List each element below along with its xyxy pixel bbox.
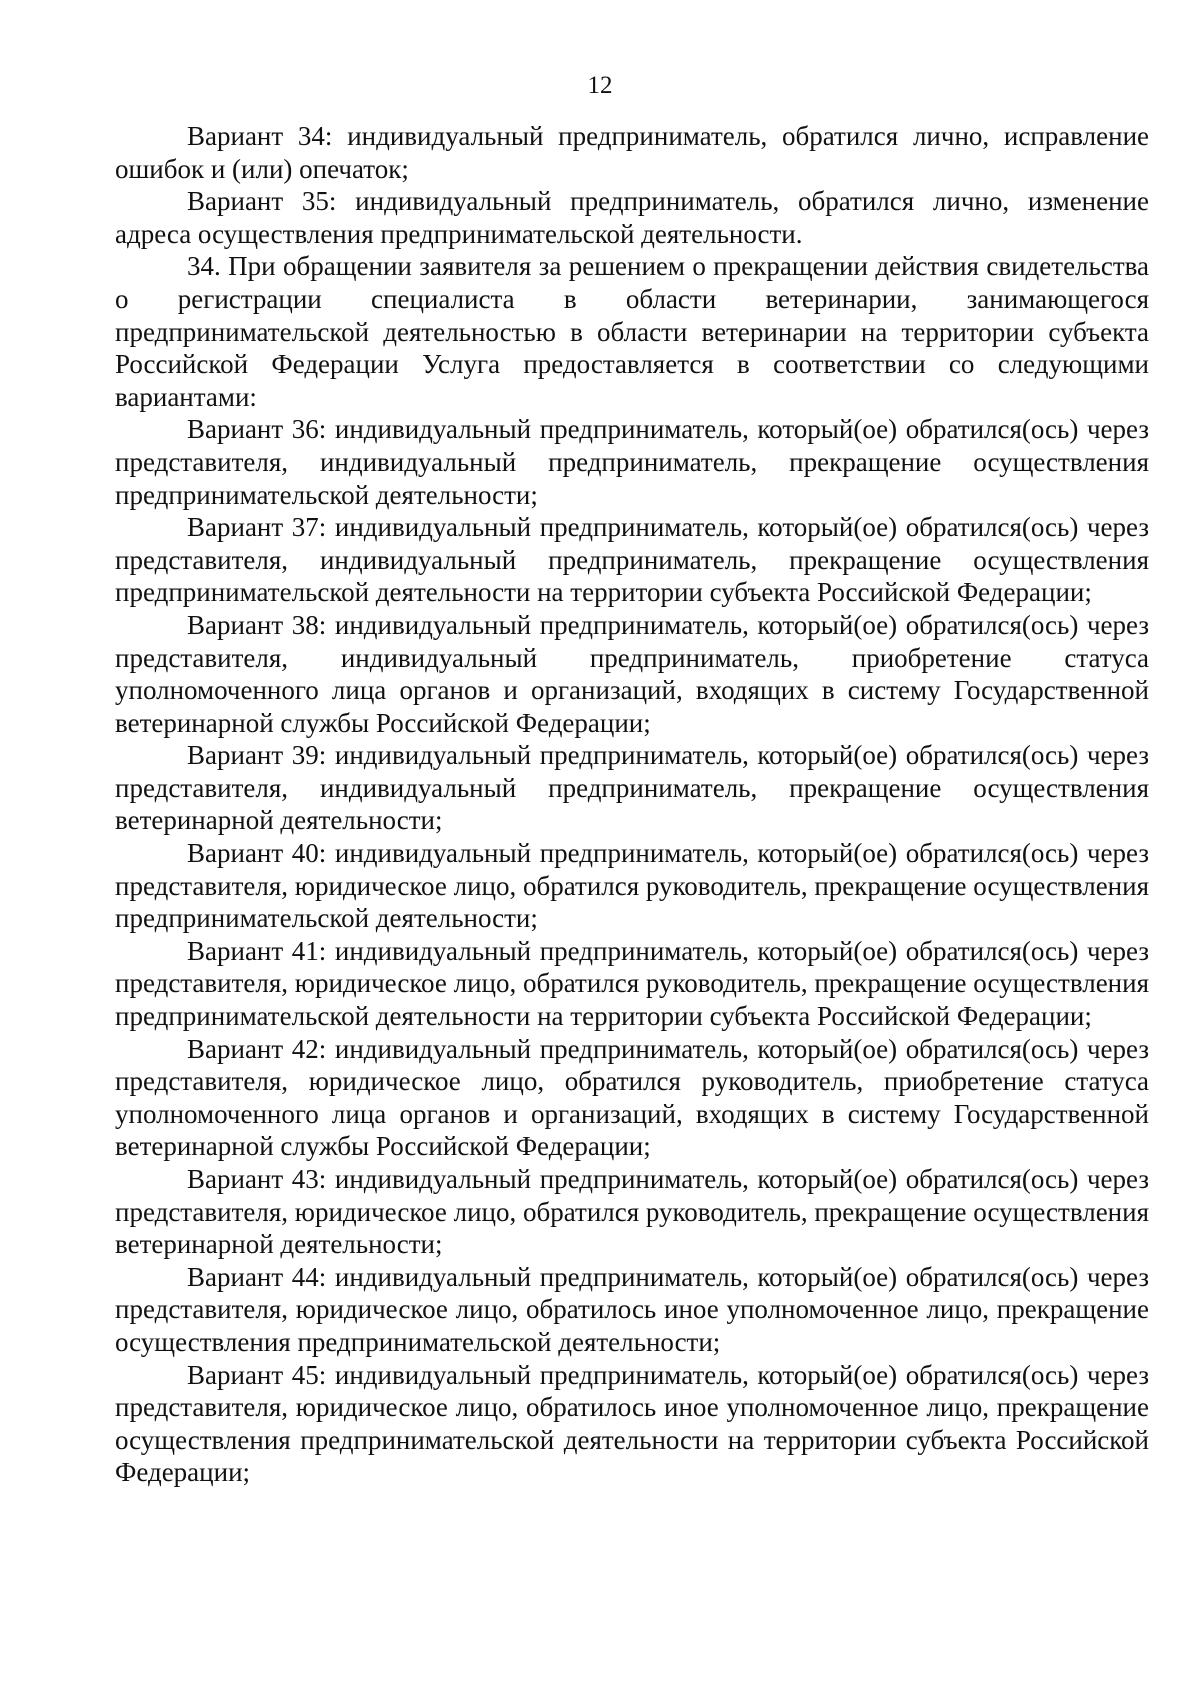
paragraph-variant-39: Вариант 39: индивидуальный предприниматель, который(ое) обратился(ось) через представителя, индивидуальный предприниматель, прекращение осуществления ветеринарной деятельности; (115, 740, 1149, 836)
paragraph-variant-34: Вариант 34: индивидуальный предприниматель, обратился лично, исправление ошибок и (или) опечаток; (115, 121, 1149, 184)
paragraph-variant-35: Вариант 35: индивидуальный предприниматель, обратился лично, изменение адреса осуществления предпринимательской деятельности. (115, 186, 1149, 249)
paragraph-variant-36: Вариант 36: индивидуальный предприниматель, который(ое) обратился(ось) через представителя, индивидуальный предприниматель, прекращение осуществления предпринимательской деятельности; (115, 414, 1149, 510)
document-body (115, 120, 1149, 1489)
paragraph-variant-38: Вариант 38: индивидуальный предприниматель, который(ое) обратился(ось) через представителя, индивидуальный предприниматель, приобретение статуса уполномоченного лица органов и организаций, входящих в систему Государственной ветеринарной службы Российской Федерации; (115, 609, 1149, 738)
page-number: 12 (587, 72, 613, 99)
paragraph-variant-44: Вариант 44: индивидуальный предприниматель, который(ое) обратился(ось) через представителя, юридическое лицо, обратилось иное уполномоченное лицо, прекращение осуществления предпринимательской деятельности; (115, 1261, 1149, 1357)
paragraph-variant-41: Вариант 41: индивидуальный предприниматель, который(ое) обратился(ось) через представителя, юридическое лицо, обратился руководитель, прекращение осуществления предпринимательской деятельности на территории субъекта Российской Федерации; (115, 935, 1149, 1032)
paragraph-variant-37: Вариант 37: индивидуальный предприниматель, который(ое) обратился(ось) через представителя, индивидуальный предприниматель, прекращение осуществления предпринимательской деятельности на территории субъекта Российской Федерации; (115, 512, 1149, 608)
paragraph-variant-40: Вариант 40: индивидуальный предприниматель, который(ое) обратился(ось) через представителя, юридическое лицо, обратился руководитель, прекращение осуществления предпринимательской деятельности; (115, 838, 1149, 934)
paragraph-clause-34: 34. При обращении заявителя за решением о прекращении действия свидетельства о регистрации специалиста в области ветеринарии, занимающегося предпринимательской деятельностью в области ветеринарии на территории субъекта Российской Федерации Услуга предоставляется в соответствии со следующими вариантами: (115, 251, 1149, 412)
paragraph-variant-45: Вариант 45: индивидуальный предприниматель, который(ое) обратился(ось) через представителя, юридическое лицо, обратилось иное уполномоченное лицо, прекращение осуществления предпринимательской деятельности на территории субъекта Российской Федерации; (115, 1359, 1149, 1488)
paragraph-variant-43: Вариант 43: индивидуальный предприниматель, который(ое) обратился(ось) через представителя, юридическое лицо, обратился руководитель, прекращение осуществления ветеринарной деятельности; (115, 1164, 1149, 1260)
paragraph-variant-42: Вариант 42: индивидуальный предприниматель, который(ое) обратился(ось) через представителя, юридическое лицо, обратился руководитель, приобретение статуса уполномоченного лица органов и организаций, входящих в систему Государственной ветеринарной службы Российской Федерации; (115, 1033, 1149, 1162)
